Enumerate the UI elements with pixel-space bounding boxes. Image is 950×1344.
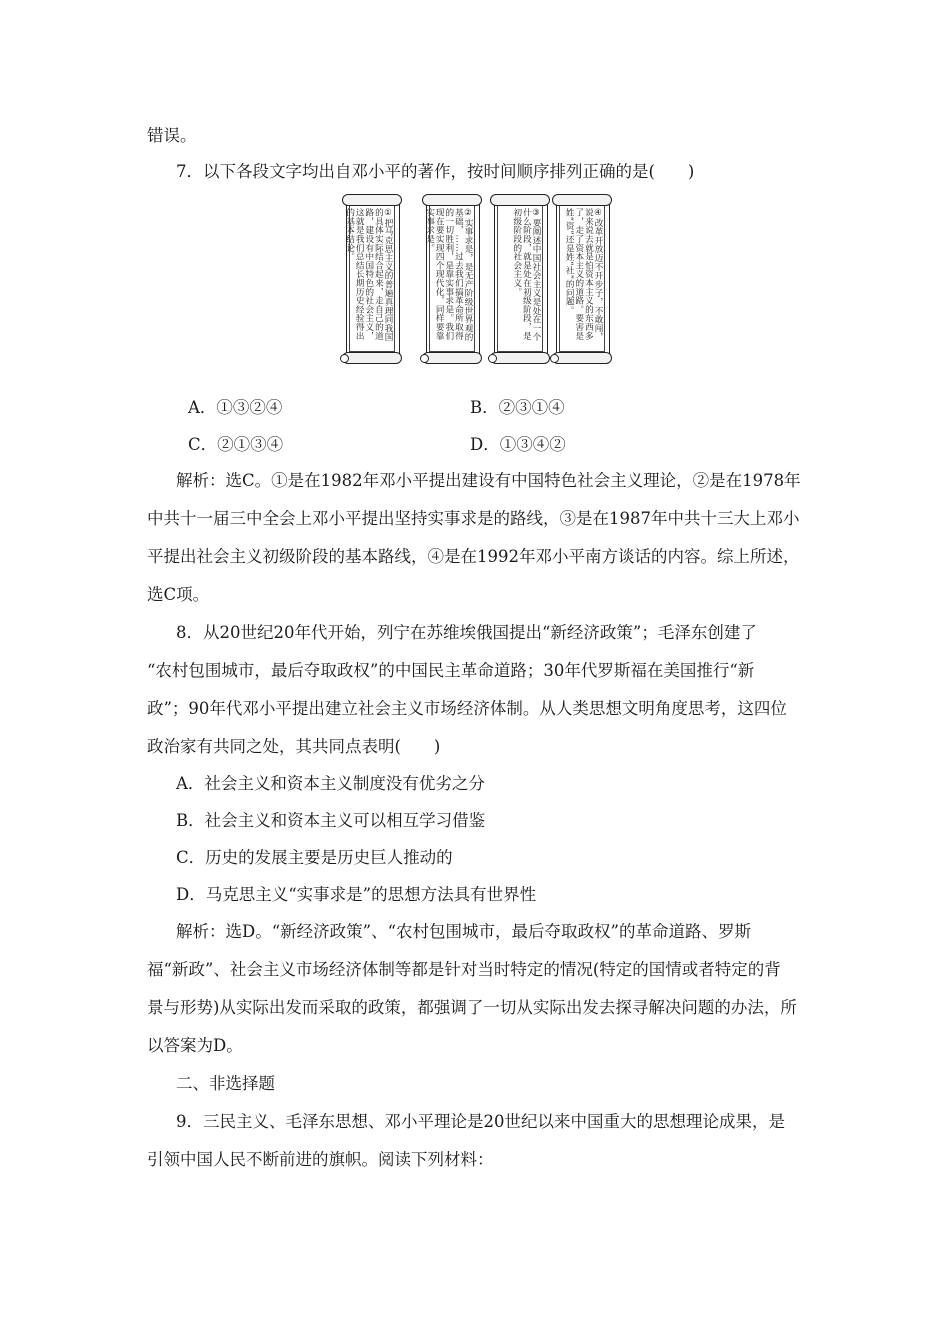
scroll-2-text: ②实事求是，是无产阶级世界观的基础，……过去我们搞革命所取得的一切胜利，是靠实事求是。我们现在要实现四个现代化，同样要靠实事求是。 bbox=[424, 208, 473, 342]
answer-8-line: 解析：选D。“新经济政策”、“农村包围城市，最后夺取政权”的革命道路、罗斯 bbox=[176, 922, 751, 941]
option-8c: C．历史的发展主要是历史巨人推动的 bbox=[176, 848, 453, 867]
answer-7-line: 选C项。 bbox=[147, 585, 210, 604]
scroll-2 bbox=[422, 194, 484, 364]
option-7a: A．①③②④ bbox=[188, 398, 283, 417]
text-line: 错误。 bbox=[147, 126, 197, 145]
option-8a: A．社会主义和资本主义制度没有优劣之分 bbox=[176, 774, 485, 793]
question-9-line: 引领中国人民不断前进的旗帜。阅读下列材料： bbox=[147, 1150, 494, 1169]
answer-7-line: 中共十一届三中全会上邓小平提出坚持实事求是的路线，③是在1987年中共十三大上邓小 bbox=[147, 509, 800, 528]
question-8-line: 8．从20世纪20年代开始，列宁在苏维埃俄国提出“新经济政策”；毛泽东创建了 bbox=[176, 623, 757, 642]
answer-7-line: 平提出社会主义初级阶段的基本路线，④是在1992年邓小平南方谈话的内容。综上所述， bbox=[147, 547, 800, 566]
scroll-1 bbox=[342, 194, 404, 364]
question-8-line: “农村包围城市，最后夺取政权”的中国民主革命道路；30年代罗斯福在美国推行“新 bbox=[147, 661, 755, 680]
question-8-line: 政治家有共同之处，其共同点表明( ) bbox=[147, 737, 441, 756]
scroll-figure bbox=[342, 190, 614, 372]
option-7b: B．②③①④ bbox=[470, 398, 565, 417]
option-7c: C．②①③④ bbox=[188, 435, 284, 454]
question-9-line: 9．三民主义、毛泽东思想、邓小平理论是20世纪以来中国重大的思想理论成果，是 bbox=[176, 1112, 785, 1131]
section-heading: 二、非选择题 bbox=[176, 1074, 275, 1093]
answer-7-line: 解析：选C。①是在1982年邓小平提出建设有中国特色社会主义理论，②是在1978年 bbox=[176, 471, 801, 490]
answer-8-line: 景与形势)从实际出发而采取的政策，都强调了一切从实际出发去探寻解决问题的办法，所 bbox=[147, 998, 797, 1017]
question-8-line: 政”；90年代邓小平提出建立社会主义市场经济体制。从人类思想文明角度思考，这四位 bbox=[147, 699, 787, 718]
option-7d: D．①③④② bbox=[470, 435, 566, 454]
scroll-3 bbox=[490, 194, 552, 364]
question-7: 7．以下各段文字均出自邓小平的著作，按时间顺序排列正确的是( ) bbox=[176, 162, 695, 181]
scroll-4 bbox=[552, 194, 614, 364]
option-8b: B．社会主义和资本主义可以相互学习借鉴 bbox=[176, 811, 486, 830]
scroll-3-text: ③要阐述中国社会主义是处在一个什么阶段，就是处在初级阶段，是初级阶段的社会主义。 bbox=[511, 208, 541, 342]
scroll-4-text: ④改革开放迈不开步子，不敢闯，说来说去就是怕资本主义的东西多了，走了资本主义的道路。要害是姓“资”还是姓“社”的问题。 bbox=[564, 208, 603, 342]
answer-8-line: 福“新政”、社会主义市场经济体制等都是针对当时特定的情况(特定的国情或者特定的背 bbox=[147, 960, 781, 979]
option-8d: D．马克思主义“实事求是”的思想方法具有世界性 bbox=[176, 885, 537, 904]
answer-8-line: 以答案为D。 bbox=[147, 1036, 243, 1055]
scroll-1-text: ①把马克思主义的普遍真理同我国的具体实际结合起来，走自己的道路，建设有中国特色的社会主义，这就是我们总结长期历史经验得出的基本结论。 bbox=[344, 208, 393, 342]
